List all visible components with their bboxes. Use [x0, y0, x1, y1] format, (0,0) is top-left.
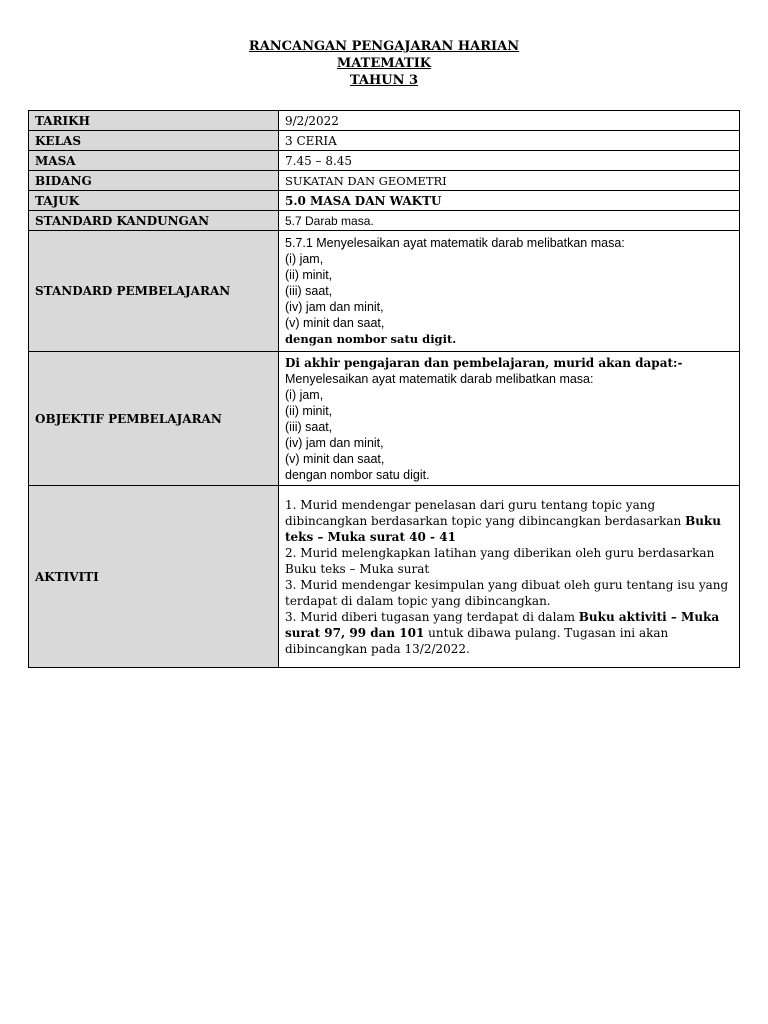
sp-line: (v) minit dan saat,	[285, 315, 385, 330]
label-kelas: KELAS	[29, 131, 279, 151]
label-tajuk: TAJUK	[29, 191, 279, 211]
objektif-line: (iv) jam dan minit,	[285, 435, 384, 450]
sp-line: (iv) jam dan minit,	[285, 299, 384, 314]
value-objektif	[279, 352, 740, 486]
aktiviti-item: 2. Murid melengkapkan latihan yang diberikan oleh guru berdasarkan Buku teks – Muka surat	[285, 545, 715, 576]
objektif-intro: Di akhir pengajaran dan pembelajaran, murid akan dapat:-	[285, 355, 683, 370]
row-tarikh	[29, 111, 740, 131]
row-bidang	[29, 171, 740, 191]
value-masa: 7.45 – 8.45	[279, 151, 740, 171]
row-standard-pembelajaran	[29, 231, 740, 352]
sp-closing: dengan nombor satu digit.	[285, 331, 457, 346]
sp-line: (i) jam,	[285, 251, 324, 266]
header-year: TAHUN 3	[349, 73, 419, 88]
value-bidang: SUKATAN DAN GEOMETRI	[279, 171, 740, 191]
document-header	[0, 38, 768, 89]
sp-line: (ii) minit,	[285, 267, 333, 282]
lesson-plan-table	[28, 110, 740, 668]
aktiviti-item: 3. Murid diberi tugasan yang terdapat di dalam Buku aktiviti – Muka surat 97, 99 dan 101 untuk dibawa pulang. Tugasan ini akan dibincangkan pada 13/2/2022.	[285, 609, 720, 656]
objektif-line: (iii) saat,	[285, 419, 333, 434]
label-objektif: OBJEKTIF PEMBELAJARAN	[29, 352, 279, 486]
label-tarikh: TARIKH	[29, 111, 279, 131]
value-tajuk: 5.0 MASA DAN WAKTU	[279, 191, 740, 211]
value-standard-kandungan: 5.7 Darab masa.	[279, 211, 740, 231]
sp-line: (iii) saat,	[285, 283, 333, 298]
row-tajuk	[29, 191, 740, 211]
value-standard-pembelajaran	[279, 231, 740, 352]
row-masa	[29, 151, 740, 171]
sp-line: 5.7.1 Menyelesaikan ayat matematik darab melibatkan masa:	[285, 235, 625, 250]
row-standard-kandungan	[29, 211, 740, 231]
value-aktiviti	[279, 486, 740, 668]
label-standard-kandungan: STANDARD KANDUNGAN	[29, 211, 279, 231]
label-aktiviti: AKTIVITI	[29, 486, 279, 668]
objektif-line: (v) minit dan saat,	[285, 451, 385, 466]
header-subject: MATEMATIK	[336, 56, 432, 71]
aktiviti-item: 3. Murid mendengar kesimpulan yang dibuat oleh guru tentang isu yang terdapat di dalam topic yang dibincangkan.	[285, 577, 729, 608]
label-masa: MASA	[29, 151, 279, 171]
objektif-line: dengan nombor satu digit.	[285, 467, 430, 482]
value-tarikh: 9/2/2022	[279, 111, 740, 131]
label-bidang: BIDANG	[29, 171, 279, 191]
header-title: RANCANGAN PENGAJARAN HARIAN	[248, 39, 520, 54]
objektif-line: (ii) minit,	[285, 403, 333, 418]
label-standard-pembelajaran: STANDARD PEMBELAJARAN	[29, 231, 279, 352]
row-kelas	[29, 131, 740, 151]
objektif-line: (i) jam,	[285, 387, 324, 402]
aktiviti-item: 1. Murid mendengar penelasan dari guru tentang topic yang dibincangkan berdasarkan topic yang dibincangkan berdasarkan Buku teks – Muka surat 40 - 41	[285, 497, 721, 544]
value-kelas: 3 CERIA	[279, 131, 740, 151]
row-objektif	[29, 352, 740, 486]
objektif-line: Menyelesaikan ayat matematik darab melibatkan masa:	[285, 371, 594, 386]
row-aktiviti	[29, 486, 740, 668]
